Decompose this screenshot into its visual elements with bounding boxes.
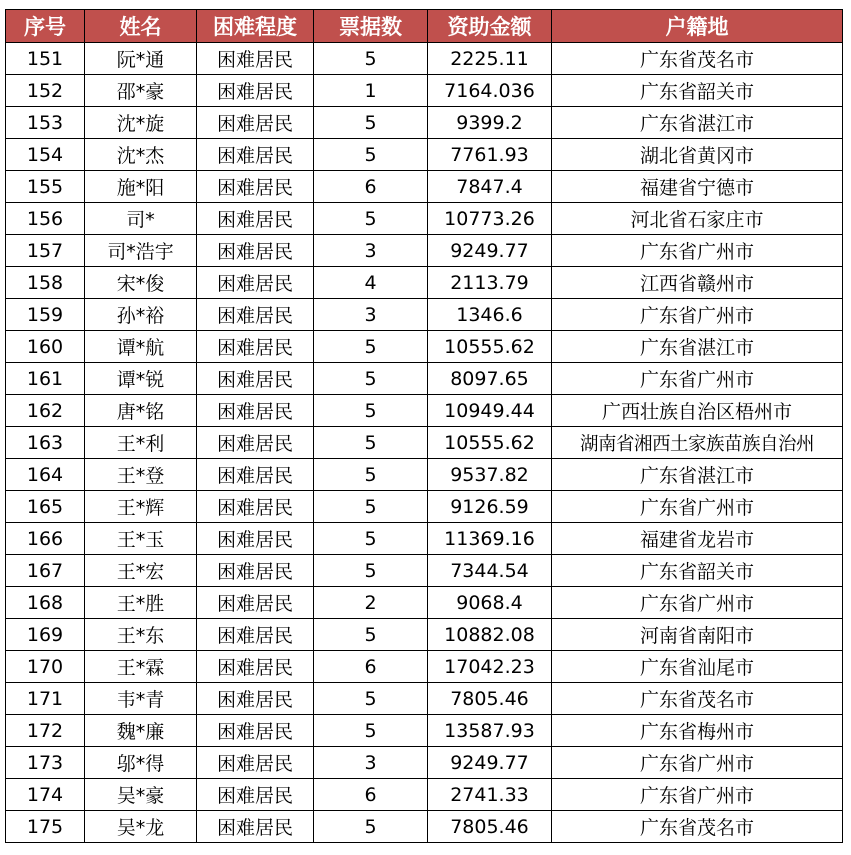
cell-difficulty: 困难居民: [197, 107, 314, 139]
cell-index: 175: [6, 811, 85, 843]
cell-name: 沈*杰: [85, 139, 197, 171]
cell-name: 王*宏: [85, 555, 197, 587]
cell-amount: 7847.4: [428, 171, 552, 203]
header-cell-index: 序号: [6, 10, 85, 43]
cell-residence: 广东省湛江市: [552, 107, 843, 139]
table-row: [6, 395, 843, 427]
cell-residence: 广东省广州市: [552, 235, 843, 267]
cell-receipts: 4: [314, 267, 428, 299]
cell-receipts: 5: [314, 331, 428, 363]
cell-receipts: 5: [314, 555, 428, 587]
cell-residence: 广东省茂名市: [552, 811, 843, 843]
table-row: [6, 587, 843, 619]
cell-receipts: 5: [314, 619, 428, 651]
cell-name: 司*浩宇: [85, 235, 197, 267]
cell-index: 155: [6, 171, 85, 203]
cell-amount: 7164.036: [428, 75, 552, 107]
cell-difficulty: 困难居民: [197, 43, 314, 75]
cell-difficulty: 困难居民: [197, 363, 314, 395]
cell-index: 161: [6, 363, 85, 395]
table-row: [6, 779, 843, 811]
cell-difficulty: 困难居民: [197, 203, 314, 235]
cell-difficulty: 困难居民: [197, 715, 314, 747]
cell-difficulty: 困难居民: [197, 75, 314, 107]
cell-amount: 9399.2: [428, 107, 552, 139]
table-row: [6, 427, 843, 459]
header-cell-name: 姓名: [85, 10, 197, 43]
cell-index: 164: [6, 459, 85, 491]
cell-residence: 广东省湛江市: [552, 331, 843, 363]
cell-amount: 11369.16: [428, 523, 552, 555]
table-row: [6, 43, 843, 75]
table-row: [6, 651, 843, 683]
cell-amount: 9249.77: [428, 235, 552, 267]
cell-residence: 广东省韶关市: [552, 75, 843, 107]
cell-difficulty: 困难居民: [197, 523, 314, 555]
cell-difficulty: 困难居民: [197, 587, 314, 619]
cell-name: 司*: [85, 203, 197, 235]
cell-index: 173: [6, 747, 85, 779]
table-row: [6, 235, 843, 267]
cell-index: 163: [6, 427, 85, 459]
cell-residence: 广东省茂名市: [552, 683, 843, 715]
cell-index: 154: [6, 139, 85, 171]
cell-name: 吴*豪: [85, 779, 197, 811]
cell-difficulty: 困难居民: [197, 491, 314, 523]
table-row: [6, 619, 843, 651]
cell-amount: 7805.46: [428, 811, 552, 843]
cell-name: 王*东: [85, 619, 197, 651]
cell-amount: 7805.46: [428, 683, 552, 715]
table-row: [6, 331, 843, 363]
cell-name: 宋*俊: [85, 267, 197, 299]
table-row: [6, 715, 843, 747]
cell-residence: 湖南省湘西土家族苗族自治州: [552, 427, 843, 459]
cell-index: 162: [6, 395, 85, 427]
table-row: [6, 363, 843, 395]
cell-difficulty: 困难居民: [197, 683, 314, 715]
cell-amount: 9126.59: [428, 491, 552, 523]
cell-amount: 10555.62: [428, 427, 552, 459]
header-cell-amount: 资助金额: [428, 10, 552, 43]
header-cell-difficulty: 困难程度: [197, 10, 314, 43]
cell-difficulty: 困难居民: [197, 395, 314, 427]
cell-name: 魏*廉: [85, 715, 197, 747]
cell-index: 153: [6, 107, 85, 139]
cell-receipts: 6: [314, 171, 428, 203]
cell-name: 吴*龙: [85, 811, 197, 843]
cell-difficulty: 困难居民: [197, 235, 314, 267]
table-row: [6, 523, 843, 555]
cell-name: 王*玉: [85, 523, 197, 555]
table-row: [6, 139, 843, 171]
table-row: [6, 459, 843, 491]
cell-amount: 10882.08: [428, 619, 552, 651]
table-row: [6, 107, 843, 139]
cell-name: 沈*旋: [85, 107, 197, 139]
cell-receipts: 5: [314, 43, 428, 75]
cell-difficulty: 困难居民: [197, 555, 314, 587]
header-row: [6, 10, 843, 43]
cell-difficulty: 困难居民: [197, 427, 314, 459]
cell-residence: 广东省广州市: [552, 491, 843, 523]
cell-name: 施*阳: [85, 171, 197, 203]
cell-difficulty: 困难居民: [197, 779, 314, 811]
cell-name: 邬*得: [85, 747, 197, 779]
cell-name: 阮*通: [85, 43, 197, 75]
cell-amount: 2225.11: [428, 43, 552, 75]
cell-receipts: 5: [314, 683, 428, 715]
cell-amount: 8097.65: [428, 363, 552, 395]
cell-receipts: 5: [314, 107, 428, 139]
cell-index: 172: [6, 715, 85, 747]
cell-difficulty: 困难居民: [197, 171, 314, 203]
table-row: [6, 171, 843, 203]
cell-residence: 广东省湛江市: [552, 459, 843, 491]
cell-residence: 河北省石家庄市: [552, 203, 843, 235]
header-cell-residence: 户籍地: [552, 10, 843, 43]
cell-index: 167: [6, 555, 85, 587]
cell-difficulty: 困难居民: [197, 747, 314, 779]
cell-difficulty: 困难居民: [197, 299, 314, 331]
cell-index: 169: [6, 619, 85, 651]
cell-residence: 广东省广州市: [552, 747, 843, 779]
cell-receipts: 5: [314, 523, 428, 555]
table-row: [6, 811, 843, 843]
cell-name: 韦*青: [85, 683, 197, 715]
cell-receipts: 5: [314, 395, 428, 427]
table-row: [6, 267, 843, 299]
cell-amount: 2113.79: [428, 267, 552, 299]
cell-difficulty: 困难居民: [197, 267, 314, 299]
cell-amount: 13587.93: [428, 715, 552, 747]
table-row: [6, 555, 843, 587]
cell-residence: 广东省茂名市: [552, 43, 843, 75]
cell-index: 171: [6, 683, 85, 715]
header-cell-receipts: 票据数: [314, 10, 428, 43]
cell-receipts: 5: [314, 459, 428, 491]
cell-residence: 广东省广州市: [552, 779, 843, 811]
cell-name: 谭*航: [85, 331, 197, 363]
cell-residence: 湖北省黄冈市: [552, 139, 843, 171]
cell-receipts: 5: [314, 811, 428, 843]
cell-name: 王*利: [85, 427, 197, 459]
cell-amount: 9068.4: [428, 587, 552, 619]
cell-name: 邵*豪: [85, 75, 197, 107]
cell-receipts: 5: [314, 139, 428, 171]
cell-difficulty: 困难居民: [197, 811, 314, 843]
cell-residence: 广东省广州市: [552, 299, 843, 331]
cell-index: 159: [6, 299, 85, 331]
cell-receipts: 6: [314, 779, 428, 811]
table-row: [6, 299, 843, 331]
cell-receipts: 6: [314, 651, 428, 683]
cell-residence: 广东省汕尾市: [552, 651, 843, 683]
cell-name: 唐*铭: [85, 395, 197, 427]
cell-difficulty: 困难居民: [197, 651, 314, 683]
cell-residence: 广东省广州市: [552, 363, 843, 395]
cell-residence: 广东省梅州市: [552, 715, 843, 747]
cell-amount: 9249.77: [428, 747, 552, 779]
cell-receipts: 5: [314, 427, 428, 459]
aid-recipients-table: [5, 9, 843, 843]
cell-receipts: 3: [314, 747, 428, 779]
cell-amount: 10555.62: [428, 331, 552, 363]
cell-index: 170: [6, 651, 85, 683]
cell-amount: 1346.6: [428, 299, 552, 331]
table-row: [6, 683, 843, 715]
cell-index: 152: [6, 75, 85, 107]
table-container: [5, 9, 843, 843]
table-row: [6, 203, 843, 235]
cell-residence: 河南省南阳市: [552, 619, 843, 651]
cell-residence: 广东省韶关市: [552, 555, 843, 587]
cell-name: 谭*锐: [85, 363, 197, 395]
cell-receipts: 3: [314, 299, 428, 331]
table-row: [6, 747, 843, 779]
cell-receipts: 2: [314, 587, 428, 619]
cell-amount: 17042.23: [428, 651, 552, 683]
cell-index: 151: [6, 43, 85, 75]
cell-amount: 10773.26: [428, 203, 552, 235]
cell-difficulty: 困难居民: [197, 139, 314, 171]
cell-residence: 福建省龙岩市: [552, 523, 843, 555]
cell-index: 158: [6, 267, 85, 299]
cell-amount: 7344.54: [428, 555, 552, 587]
cell-difficulty: 困难居民: [197, 331, 314, 363]
cell-index: 168: [6, 587, 85, 619]
cell-amount: 10949.44: [428, 395, 552, 427]
cell-receipts: 5: [314, 363, 428, 395]
cell-residence: 福建省宁德市: [552, 171, 843, 203]
cell-residence: 广西壮族自治区梧州市: [552, 395, 843, 427]
cell-receipts: 3: [314, 235, 428, 267]
table-row: [6, 75, 843, 107]
cell-amount: 2741.33: [428, 779, 552, 811]
cell-difficulty: 困难居民: [197, 619, 314, 651]
cell-name: 孙*裕: [85, 299, 197, 331]
cell-receipts: 5: [314, 491, 428, 523]
cell-index: 156: [6, 203, 85, 235]
cell-index: 160: [6, 331, 85, 363]
cell-name: 王*霖: [85, 651, 197, 683]
table-row: [6, 491, 843, 523]
cell-receipts: 5: [314, 715, 428, 747]
cell-name: 王*辉: [85, 491, 197, 523]
cell-amount: 7761.93: [428, 139, 552, 171]
cell-index: 165: [6, 491, 85, 523]
cell-index: 166: [6, 523, 85, 555]
cell-residence: 江西省赣州市: [552, 267, 843, 299]
cell-index: 174: [6, 779, 85, 811]
cell-amount: 9537.82: [428, 459, 552, 491]
cell-receipts: 5: [314, 203, 428, 235]
cell-name: 王*登: [85, 459, 197, 491]
cell-index: 157: [6, 235, 85, 267]
cell-difficulty: 困难居民: [197, 459, 314, 491]
cell-receipts: 1: [314, 75, 428, 107]
cell-residence: 广东省广州市: [552, 587, 843, 619]
cell-name: 王*胜: [85, 587, 197, 619]
